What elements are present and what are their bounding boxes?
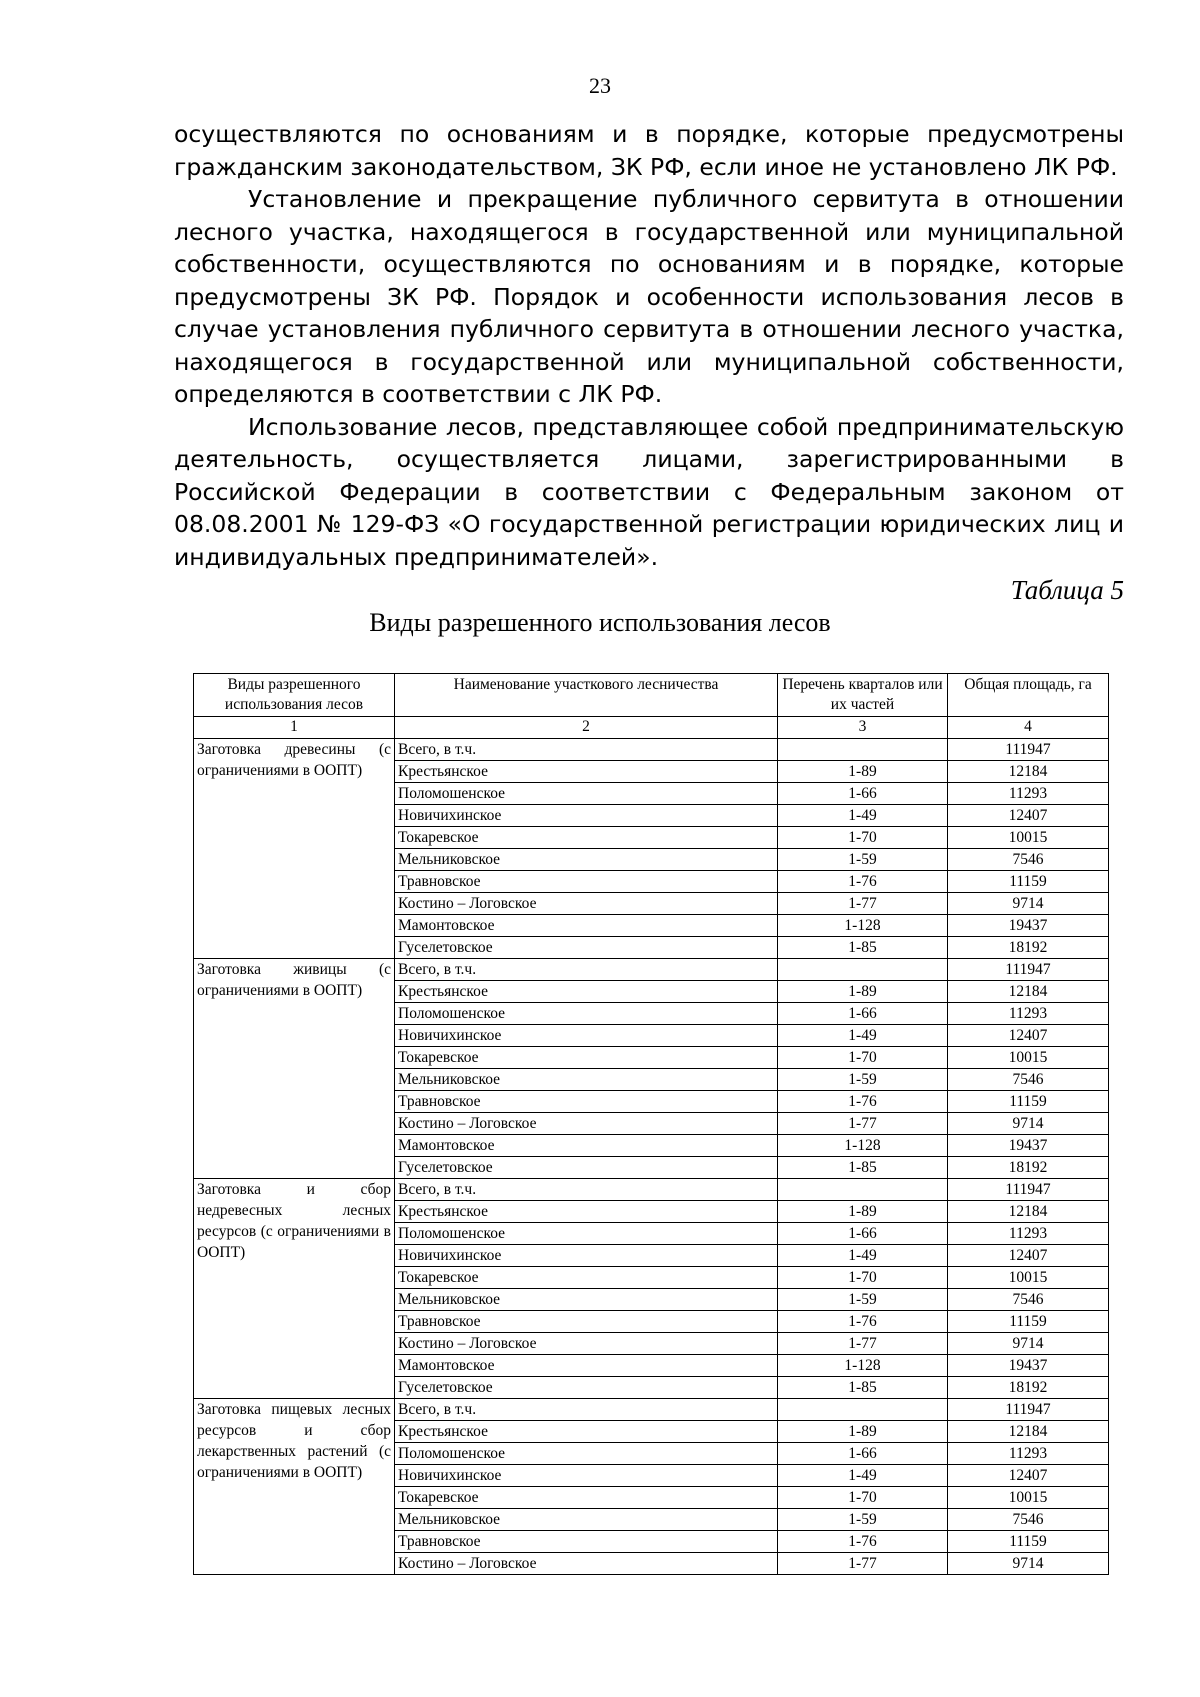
- area-cell: 11293: [948, 783, 1109, 805]
- forestry-name-cell: Мельниковское: [395, 849, 778, 871]
- column-header: Наименование участкового лесничества: [395, 674, 778, 717]
- quarters-cell: 1-89: [778, 1421, 948, 1443]
- quarters-cell: 1-76: [778, 871, 948, 893]
- forestry-name-cell: Поломошенское: [395, 1223, 778, 1245]
- quarters-cell: 1-76: [778, 1531, 948, 1553]
- forestry-name-cell: Токаревское: [395, 1267, 778, 1289]
- column-header: Общая площадь, га: [948, 674, 1109, 717]
- area-cell: 11159: [948, 1311, 1109, 1333]
- page-number: 23: [589, 73, 611, 98]
- forest-use-table: [193, 673, 1109, 1575]
- forestry-name-cell: Мамонтовское: [395, 915, 778, 937]
- area-cell: 12407: [948, 1245, 1109, 1267]
- quarters-cell: 1-89: [778, 981, 948, 1003]
- forestry-name-cell: Мельниковское: [395, 1069, 778, 1091]
- area-cell: 9714: [948, 1553, 1109, 1575]
- table-label: Таблица 5: [1010, 575, 1124, 605]
- forestry-name-cell: Новичихинское: [395, 805, 778, 827]
- area-cell: 12407: [948, 805, 1109, 827]
- area-cell: 9714: [948, 1113, 1109, 1135]
- column-number: 4: [948, 717, 1109, 739]
- area-cell: 11159: [948, 1091, 1109, 1113]
- quarters-cell: 1-76: [778, 1091, 948, 1113]
- forestry-name-cell: Мельниковское: [395, 1289, 778, 1311]
- quarters-cell: 1-128: [778, 1355, 948, 1377]
- table-row: [194, 959, 1109, 981]
- quarters-cell: 1-66: [778, 783, 948, 805]
- area-cell: 12184: [948, 1421, 1109, 1443]
- forestry-name-cell: Всего, в т.ч.: [395, 1399, 778, 1421]
- table-header-row: [194, 674, 1109, 717]
- forestry-name-cell: Новичихинское: [395, 1245, 778, 1267]
- column-number-row: [194, 717, 1109, 739]
- quarters-cell: 1-76: [778, 1311, 948, 1333]
- use-kind-cell: Заготовка древесины (с ограничениями в ООПТ): [194, 739, 395, 959]
- quarters-cell: 1-128: [778, 915, 948, 937]
- column-number: 3: [778, 717, 948, 739]
- forestry-name-cell: Всего, в т.ч.: [395, 1179, 778, 1201]
- table-title: Виды разрешенного использования лесов: [369, 608, 831, 637]
- area-cell: 11293: [948, 1223, 1109, 1245]
- area-cell: 12407: [948, 1025, 1109, 1047]
- area-cell: 9714: [948, 1333, 1109, 1355]
- area-cell: 18192: [948, 1157, 1109, 1179]
- area-cell: 10015: [948, 827, 1109, 849]
- forestry-name-cell: Всего, в т.ч.: [395, 959, 778, 981]
- quarters-cell: 1-89: [778, 1201, 948, 1223]
- forestry-name-cell: Травновское: [395, 1531, 778, 1553]
- area-cell: 11159: [948, 1531, 1109, 1553]
- column-header: Виды разрешенного использования лесов: [194, 674, 395, 717]
- area-cell: 9714: [948, 893, 1109, 915]
- area-cell: 11159: [948, 871, 1109, 893]
- forestry-name-cell: Поломошенское: [395, 1443, 778, 1465]
- area-cell: 7546: [948, 1069, 1109, 1091]
- forestry-name-cell: Костино – Логовское: [395, 1333, 778, 1355]
- forestry-name-cell: Костино – Логовское: [395, 1113, 778, 1135]
- forestry-name-cell: Гуселетовское: [395, 1377, 778, 1399]
- area-cell: 12184: [948, 1201, 1109, 1223]
- forestry-name-cell: Токаревское: [395, 827, 778, 849]
- quarters-cell: 1-59: [778, 1069, 948, 1091]
- area-cell: 10015: [948, 1267, 1109, 1289]
- body-text: [174, 118, 1124, 573]
- quarters-cell: 1-66: [778, 1443, 948, 1465]
- quarters-cell: 1-128: [778, 1135, 948, 1157]
- area-cell: 10015: [948, 1047, 1109, 1069]
- quarters-cell: 1-70: [778, 1047, 948, 1069]
- quarters-cell: 1-70: [778, 827, 948, 849]
- area-cell: 18192: [948, 937, 1109, 959]
- area-cell: 11293: [948, 1443, 1109, 1465]
- quarters-cell: 1-59: [778, 849, 948, 871]
- forestry-name-cell: Крестьянское: [395, 981, 778, 1003]
- forestry-name-cell: Травновское: [395, 1311, 778, 1333]
- area-cell: 10015: [948, 1487, 1109, 1509]
- forestry-name-cell: Поломошенское: [395, 1003, 778, 1025]
- quarters-cell: 1-77: [778, 893, 948, 915]
- forestry-name-cell: Мамонтовское: [395, 1355, 778, 1377]
- use-kind-cell: Заготовка живицы (с ограничениями в ООПТ): [194, 959, 395, 1179]
- forestry-name-cell: Мельниковское: [395, 1509, 778, 1531]
- forestry-name-cell: Крестьянское: [395, 1201, 778, 1223]
- area-cell: 111947: [948, 959, 1109, 981]
- quarters-cell: 1-85: [778, 937, 948, 959]
- quarters-cell: 1-49: [778, 1025, 948, 1047]
- paragraph: Установление и прекращение публичного сервитута в отношении лесного участка, находящегося в государственной или муниципальной собственности, осуществляются по основаниям и в порядке, которые предусмотрены ЗК РФ. Порядок и особенности использования лесов в случае установления публичного сервитута в отношении лесного участка, находящегося в государственной или муниципальной собственности, определяются в соответствии с ЛК РФ.: [174, 185, 1124, 408]
- forestry-name-cell: Токаревское: [395, 1047, 778, 1069]
- area-cell: 19437: [948, 1355, 1109, 1377]
- paragraph: Использование лесов, представляющее собой предпринимательскую деятельность, осуществляется лицами, зарегистрированными в Российской Федерации в соответствии с Федеральным законом от 08.08.2001 № 129-ФЗ «О государственной регистрации юридических лиц и индивидуальных предпринимателей».: [174, 412, 1124, 571]
- forestry-name-cell: Токаревское: [395, 1487, 778, 1509]
- forestry-name-cell: Всего, в т.ч.: [395, 739, 778, 761]
- area-cell: 7546: [948, 849, 1109, 871]
- forestry-name-cell: Травновское: [395, 871, 778, 893]
- area-cell: 111947: [948, 739, 1109, 761]
- area-cell: 12407: [948, 1465, 1109, 1487]
- quarters-cell: 1-66: [778, 1003, 948, 1025]
- forestry-name-cell: Крестьянское: [395, 761, 778, 783]
- area-cell: 12184: [948, 761, 1109, 783]
- area-cell: 18192: [948, 1377, 1109, 1399]
- quarters-cell: 1-49: [778, 805, 948, 827]
- quarters-cell: 1-70: [778, 1267, 948, 1289]
- use-kind-cell: Заготовка и сбор недревесных лесных ресурсов (с ограничениями в ООПТ): [194, 1179, 395, 1399]
- quarters-cell: [778, 1399, 948, 1421]
- forestry-name-cell: Новичихинское: [395, 1465, 778, 1487]
- quarters-cell: 1-77: [778, 1333, 948, 1355]
- forestry-name-cell: Новичихинское: [395, 1025, 778, 1047]
- forestry-name-cell: Гуселетовское: [395, 937, 778, 959]
- forestry-name-cell: Травновское: [395, 1091, 778, 1113]
- column-header: Перечень кварталов или их частей: [778, 674, 948, 717]
- quarters-cell: 1-59: [778, 1509, 948, 1531]
- area-cell: 19437: [948, 1135, 1109, 1157]
- quarters-cell: 1-89: [778, 761, 948, 783]
- quarters-cell: [778, 959, 948, 981]
- area-cell: 12184: [948, 981, 1109, 1003]
- table-row: [194, 739, 1109, 761]
- column-number: 2: [395, 717, 778, 739]
- quarters-cell: [778, 739, 948, 761]
- quarters-cell: [778, 1179, 948, 1201]
- quarters-cell: 1-49: [778, 1245, 948, 1267]
- area-cell: 11293: [948, 1003, 1109, 1025]
- area-cell: 7546: [948, 1509, 1109, 1531]
- quarters-cell: 1-66: [778, 1223, 948, 1245]
- forestry-name-cell: Костино – Логовское: [395, 1553, 778, 1575]
- forestry-name-cell: Поломошенское: [395, 783, 778, 805]
- forestry-name-cell: Крестьянское: [395, 1421, 778, 1443]
- area-cell: 111947: [948, 1179, 1109, 1201]
- use-kind-cell: Заготовка пищевых лесных ресурсов и сбор лекарственных растений (с ограничениями в ООПТ): [194, 1399, 395, 1575]
- table-row: [194, 1179, 1109, 1201]
- paragraph: осуществляются по основаниям и в порядке, которые предусмотрены гражданским законодательством, ЗК РФ, если иное не установлено ЛК РФ.: [174, 120, 1124, 181]
- quarters-cell: 1-49: [778, 1465, 948, 1487]
- area-cell: 7546: [948, 1289, 1109, 1311]
- quarters-cell: 1-77: [778, 1113, 948, 1135]
- column-number: 1: [194, 717, 395, 739]
- quarters-cell: 1-77: [778, 1553, 948, 1575]
- table-body: [194, 739, 1109, 1575]
- forestry-name-cell: Гуселетовское: [395, 1157, 778, 1179]
- quarters-cell: 1-59: [778, 1289, 948, 1311]
- forestry-name-cell: Костино – Логовское: [395, 893, 778, 915]
- quarters-cell: 1-85: [778, 1377, 948, 1399]
- area-cell: 19437: [948, 915, 1109, 937]
- quarters-cell: 1-70: [778, 1487, 948, 1509]
- quarters-cell: 1-85: [778, 1157, 948, 1179]
- forestry-name-cell: Мамонтовское: [395, 1135, 778, 1157]
- area-cell: 111947: [948, 1399, 1109, 1421]
- table-row: [194, 1399, 1109, 1421]
